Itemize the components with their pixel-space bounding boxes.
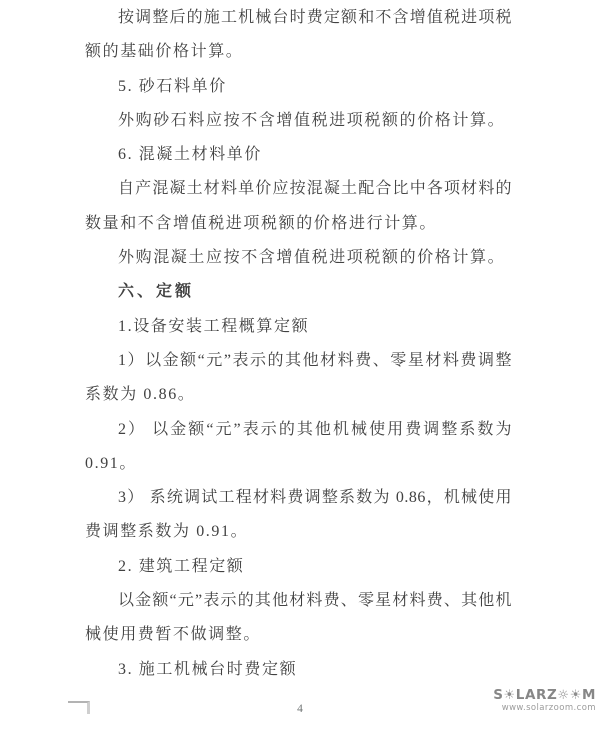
document-body <box>85 0 512 687</box>
doc-line: 以金额“元”表示的其他材料费、零星材料费、其他机 <box>118 592 512 610</box>
doc-line: 1）以金额“元”表示的其他材料费、零星材料费调整 <box>118 351 512 369</box>
doc-line: 自产混凝土材料单价应按混凝土配合比中各项材料的 <box>118 180 512 198</box>
doc-line: 按调整后的施工机械台时费定额和不含增值税进项税 <box>118 9 512 26</box>
sun-icon: ☀ <box>503 688 516 703</box>
doc-line: 3） 系统调试工程材料费调整系数为 0.86，机械使用 <box>118 489 512 507</box>
doc-line: 0.91。 <box>85 454 137 472</box>
logo-letter: M <box>581 687 596 703</box>
doc-line: 外购砂石料应按不含增值税进项税额的价格计算。 <box>118 111 506 129</box>
sun-swirl-icon: ☼ <box>557 688 570 703</box>
doc-line: 2. 建筑工程定额 <box>118 557 245 575</box>
doc-line: 5. 砂石料单价 <box>118 77 227 95</box>
solarzoom-watermark <box>493 688 596 713</box>
watermark-url: www.solarzoom.com <box>501 703 596 713</box>
logo-letter: S <box>493 687 504 703</box>
doc-line: 械使用费暂不做调整。 <box>85 626 262 644</box>
doc-line: 额的基础价格计算。 <box>85 43 244 61</box>
page-number: 4 <box>297 703 303 715</box>
sun-icon: ☀ <box>569 688 582 703</box>
doc-line: 费调整系数为 0.91。 <box>85 523 249 541</box>
doc-line: 2） 以金额“元”表示的其他机械使用费调整系数为 <box>118 420 512 438</box>
doc-line: 1.设备安装工程概算定额 <box>118 317 310 335</box>
logo-letters: LARZ <box>515 687 558 703</box>
doc-line: 6. 混凝土材料单价 <box>118 146 263 164</box>
doc-heading-section: 六、定额 <box>118 283 195 301</box>
doc-line: 外购混凝土应按不含增值税进项税额的价格计算。 <box>118 249 506 267</box>
doc-line: 系数为 0.86。 <box>85 386 196 404</box>
solarzoom-logo <box>493 688 596 703</box>
doc-line: 数量和不含增值税进项税额的价格进行计算。 <box>85 214 438 232</box>
doc-line: 3. 施工机械台时费定额 <box>118 660 298 678</box>
